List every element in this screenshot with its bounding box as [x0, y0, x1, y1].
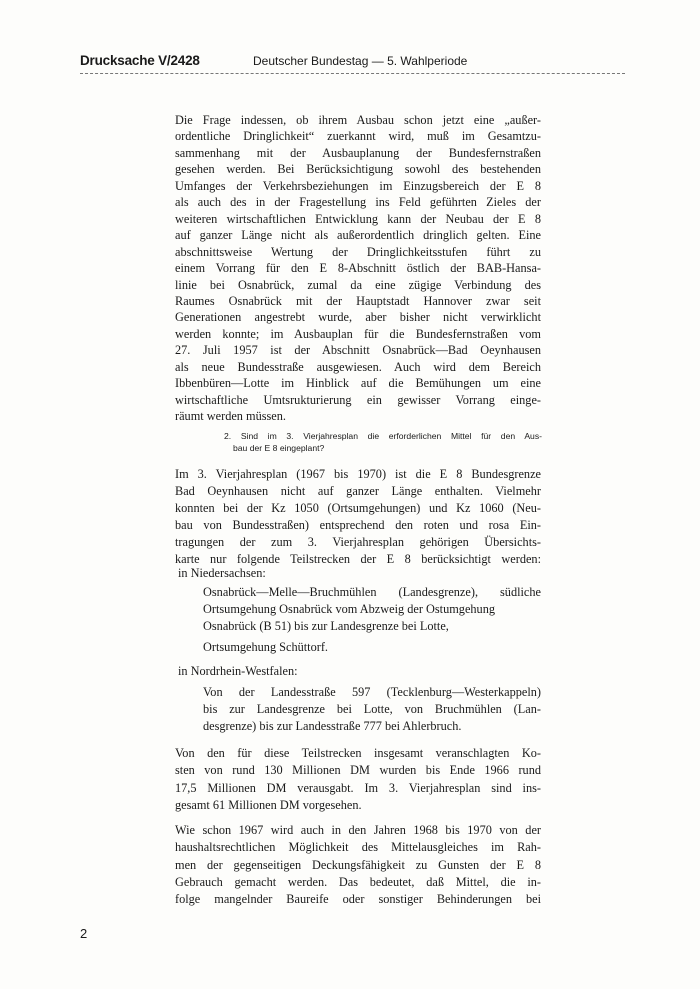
text-line: karte nur folgende Teilstrecken der E 8 berücksichtigt werden: [175, 552, 541, 567]
header-rule [80, 73, 625, 74]
text-line: men der gegenseitigen Deckungsfähigkeit zu Gunsten der E 8 [175, 857, 541, 872]
text-line: folge mangelnder Baureife oder sonstiger Behinderungen bei [175, 892, 541, 907]
question-line: 2. Sind im 3. Vierjahresplan die erforderlichen Mittel für den Aus- [224, 431, 542, 441]
text-line: desgrenze) bis zur Landesstraße 777 bei Ahlerbruch. [203, 719, 462, 733]
text-line: Osnabrück (B 51) bis zur Landesgrenze bei Lotte, [203, 619, 449, 633]
text-line: gesamt 61 Millionen DM vorgesehen. [175, 797, 362, 812]
text-line: als neue Bundesstraße ausgewiesen. Auch wird dem Bereich [175, 359, 541, 374]
region-label-nrw: in Nordrhein-Westfalen: [178, 664, 298, 678]
paragraph-1 [175, 112, 541, 425]
niedersachsen-list [203, 584, 541, 635]
text-line: Ortsumgehung Osnabrück vom Abzweig der Ostumgehung [203, 602, 496, 616]
paragraph-4 [175, 822, 541, 908]
text-line: Ibbenbüren—Lotte im Hinblick auf die Bemühungen um eine [175, 376, 541, 391]
text-line: Generationen angestrebt wurde, aber bisher nicht verwirklicht [175, 310, 541, 325]
text-line: als auch des in der Fragestellung ins Feld geführten Zieles der [175, 195, 541, 210]
niedersachsen-item-2: Ortsumgehung Schüttorf. [203, 640, 329, 654]
text-line: 17,5 Millionen DM verausgabt. Im 3. Vierjahresplan sind ins- [175, 780, 541, 795]
question-heading [224, 430, 542, 454]
text-line: Raumes Osnabrück mit der Hauptstadt Hannover zwar seit [175, 293, 541, 308]
text-line: Osnabrück—Melle—Bruchmühlen (Landesgrenze), südliche [203, 585, 541, 599]
text-line: Gebrauch gemacht werden. Das bedeutet, daß Mittel, die in- [175, 874, 541, 889]
text-line: Im 3. Vierjahresplan (1967 bis 1970) ist die E 8 Bundesgrenze [175, 467, 541, 481]
text-line: weiteren wirtschaftlichen Entwicklung kann der Neubau der E 8 [175, 211, 541, 226]
text-line: Wie schon 1967 wird auch in den Jahren 1968 bis 1970 von der [175, 823, 541, 837]
text-line: 27. Juli 1957 ist der Abschnitt Osnabrück—Bad Oeynhausen [175, 343, 541, 358]
text-line: ordentliche Dringlichkeit“ zuerkannt wird, muß im Gesamtzu- [175, 129, 541, 144]
text-line: Von den für diese Teilstrecken insgesamt veranschlagten Ko- [175, 746, 541, 760]
text-line: werden konnte; im Ausbauplan für die Bundesfernstraßen vom [175, 326, 541, 341]
text-line: bis zur Landesgrenze bei Lotte, von Bruchmühlen (Lan- [203, 702, 541, 716]
text-line: tragungen der zum 3. Vierjahresplan gehörigen Übersichts- [175, 535, 541, 550]
text-line: auf ganzer Länge nicht als außerordentlich dringlich gelten. Eine [175, 228, 541, 243]
text-line: haushaltsrechtlichen Möglichkeit des Mittelausgleiches im Rah- [175, 840, 541, 855]
text-line: bau von Bundesstraßen) entsprechend den roten und rosa Ein- [175, 518, 541, 533]
text-line: Umfanges der Verkehrsbeziehungen im Einzugsbereich der E 8 [175, 178, 541, 193]
text-line: einem Vorrang für den E 8-Abschnitt östlich der BAB-Hansa- [175, 261, 541, 276]
text-line: räumt werden müssen. [175, 409, 286, 424]
parliament-period: Deutscher Bundestag — 5. Wahlperiode [253, 54, 468, 68]
text-line: konnten bei der Kz 1050 (Ortsumgehungen) und Kz 1060 (Neu- [175, 501, 541, 516]
text-line: Bad Oeynhausen nicht auf ganzer Länge enthalten. Vielmehr [175, 484, 541, 499]
document-number: Drucksache V/2428 [80, 53, 200, 68]
text-line: gesehen werden. Bei Berücksichtigung sowohl des bestehenden [175, 162, 541, 177]
text-line: sten von rund 130 Millionen DM wurden bis Ende 1966 rund [175, 763, 541, 778]
text-line: abschnittsweise Wertung der Dringlichkeitsstufen führt zu [175, 244, 541, 259]
text-line: linie bei Osnabrück, zumal da eine zügige Verbindung des [175, 277, 541, 292]
paragraph-2 [175, 466, 541, 569]
question-line: bau der E 8 eingeplant? [233, 443, 325, 453]
page-number: 2 [80, 926, 88, 941]
nrw-list [203, 684, 541, 735]
region-label-niedersachsen: in Niedersachsen: [178, 566, 266, 580]
text-line: sammenhang mit der Ausbauplanung der Bundesfernstraßen [175, 145, 541, 160]
text-line: Die Frage indessen, ob ihrem Ausbau schon jetzt eine „außer- [175, 113, 541, 127]
text-line: wirtschaftliche Umtsrukturierung ein gewisser Vorrang einge- [175, 392, 541, 407]
paragraph-3 [175, 745, 541, 814]
text-line: Von der Landesstraße 597 (Tecklenburg—Westerkappeln) [203, 685, 541, 699]
page-header [80, 53, 625, 73]
